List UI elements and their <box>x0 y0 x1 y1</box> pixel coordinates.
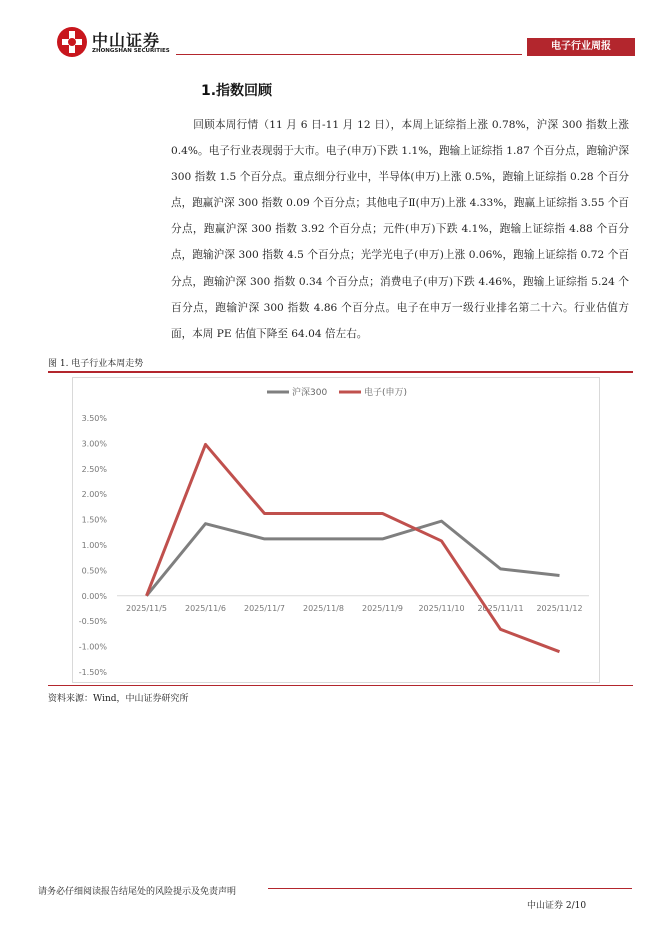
figure-caption: 图 1. 电子行业本周走势 <box>48 359 144 369</box>
y-tick-label: 2.50% <box>81 464 107 474</box>
x-tick-label: 2025/11/6 <box>184 603 227 613</box>
y-tick-label: -0.50% <box>78 617 107 627</box>
body-paragraph <box>171 112 629 347</box>
series-line-0 <box>147 521 560 596</box>
line-chart <box>72 377 600 683</box>
x-tick-label: 2025/11/10 <box>418 603 465 613</box>
x-tick-label: 2025/11/5 <box>125 603 168 613</box>
logo-name-en: ZHONGSHAN SECURITIES <box>92 48 170 54</box>
logo-name-cn: 中山证券 <box>92 31 161 50</box>
y-tick-label: 1.00% <box>81 541 107 550</box>
x-tick-label: 2025/11/11 <box>477 603 524 613</box>
body-paragraph-text: 回顾本周行情（11 月 6 日-11 月 12 日），本周上证综指上涨 0.78%，沪深 300 指数上涨 0.4%。电子行业表现弱于大市。电子(申万)下跌 1.1%，跑输上证综指 1.87 个百分点，跑输沪深 300 指数 1.5 个百分点。重点细分行业中，半导体(申万)上涨 0.5%，跑输上证综指 0.28 个百分点，跑赢沪深 300 指数 0.09 个百分点；其他电子Ⅱ(申万)上涨 4.33%，跑赢上证综指 3.55 个百分点，跑赢沪深 300 指数 3.92 个百分点；元件(申万)下跌 4.1%，跑输上证综指 4.88 个百分点，跑输沪深 300 指数 4.5 个百分点；光学光电子(申万)上涨 0.06%，跑输上证综指 0.72 个百分点，跑输沪深 300 指数 0.34 个百分点；消费电子(申万)下跌 4.46%，跑输上证综指 5.24 个百分点，跑输沪深 300 指数 4.86 个百分点。电子在申万一级行业排名第二十六。行业估值方面，本周 PE 估值下降至 64.04 倍左右。 <box>171 119 629 340</box>
footer-disclaimer: 请务必仔细阅读报告结尾处的风险提示及免责声明 <box>38 887 237 897</box>
y-tick-label: 0.50% <box>81 566 107 576</box>
legend-label-1: 电子(申万) <box>364 388 408 398</box>
y-tick-label: 0.00% <box>81 591 107 601</box>
y-tick-label: -1.50% <box>78 668 107 677</box>
report-type-tag: 电子行业周报 <box>527 38 635 56</box>
page-number: 中山证券 2/10 <box>527 901 587 911</box>
legend-label-0: 沪深300 <box>292 388 328 398</box>
company-logo <box>56 26 176 60</box>
line-chart-svg <box>73 378 599 682</box>
x-tick-label: 2025/11/7 <box>243 603 286 613</box>
y-tick-label: 3.00% <box>81 439 107 449</box>
header-divider <box>176 54 522 55</box>
section-title: 1.指数回顾 <box>201 83 273 99</box>
y-tick-label: 2.00% <box>81 490 107 500</box>
x-tick-label: 2025/11/9 <box>361 603 404 613</box>
y-tick-label: 3.50% <box>81 414 107 423</box>
x-tick-label: 2025/11/12 <box>536 603 583 613</box>
footer-divider <box>268 888 632 889</box>
x-tick-label: 2025/11/8 <box>302 603 345 613</box>
figure-bottom-rule <box>48 685 633 686</box>
figure-top-rule <box>48 371 633 373</box>
y-tick-label: -1.00% <box>78 642 107 652</box>
company-logo-icon <box>56 26 88 58</box>
figure-source: 资料来源：Wind，中山证券研究所 <box>48 694 189 704</box>
series-line-1 <box>147 444 560 651</box>
y-tick-label: 1.50% <box>81 515 107 525</box>
